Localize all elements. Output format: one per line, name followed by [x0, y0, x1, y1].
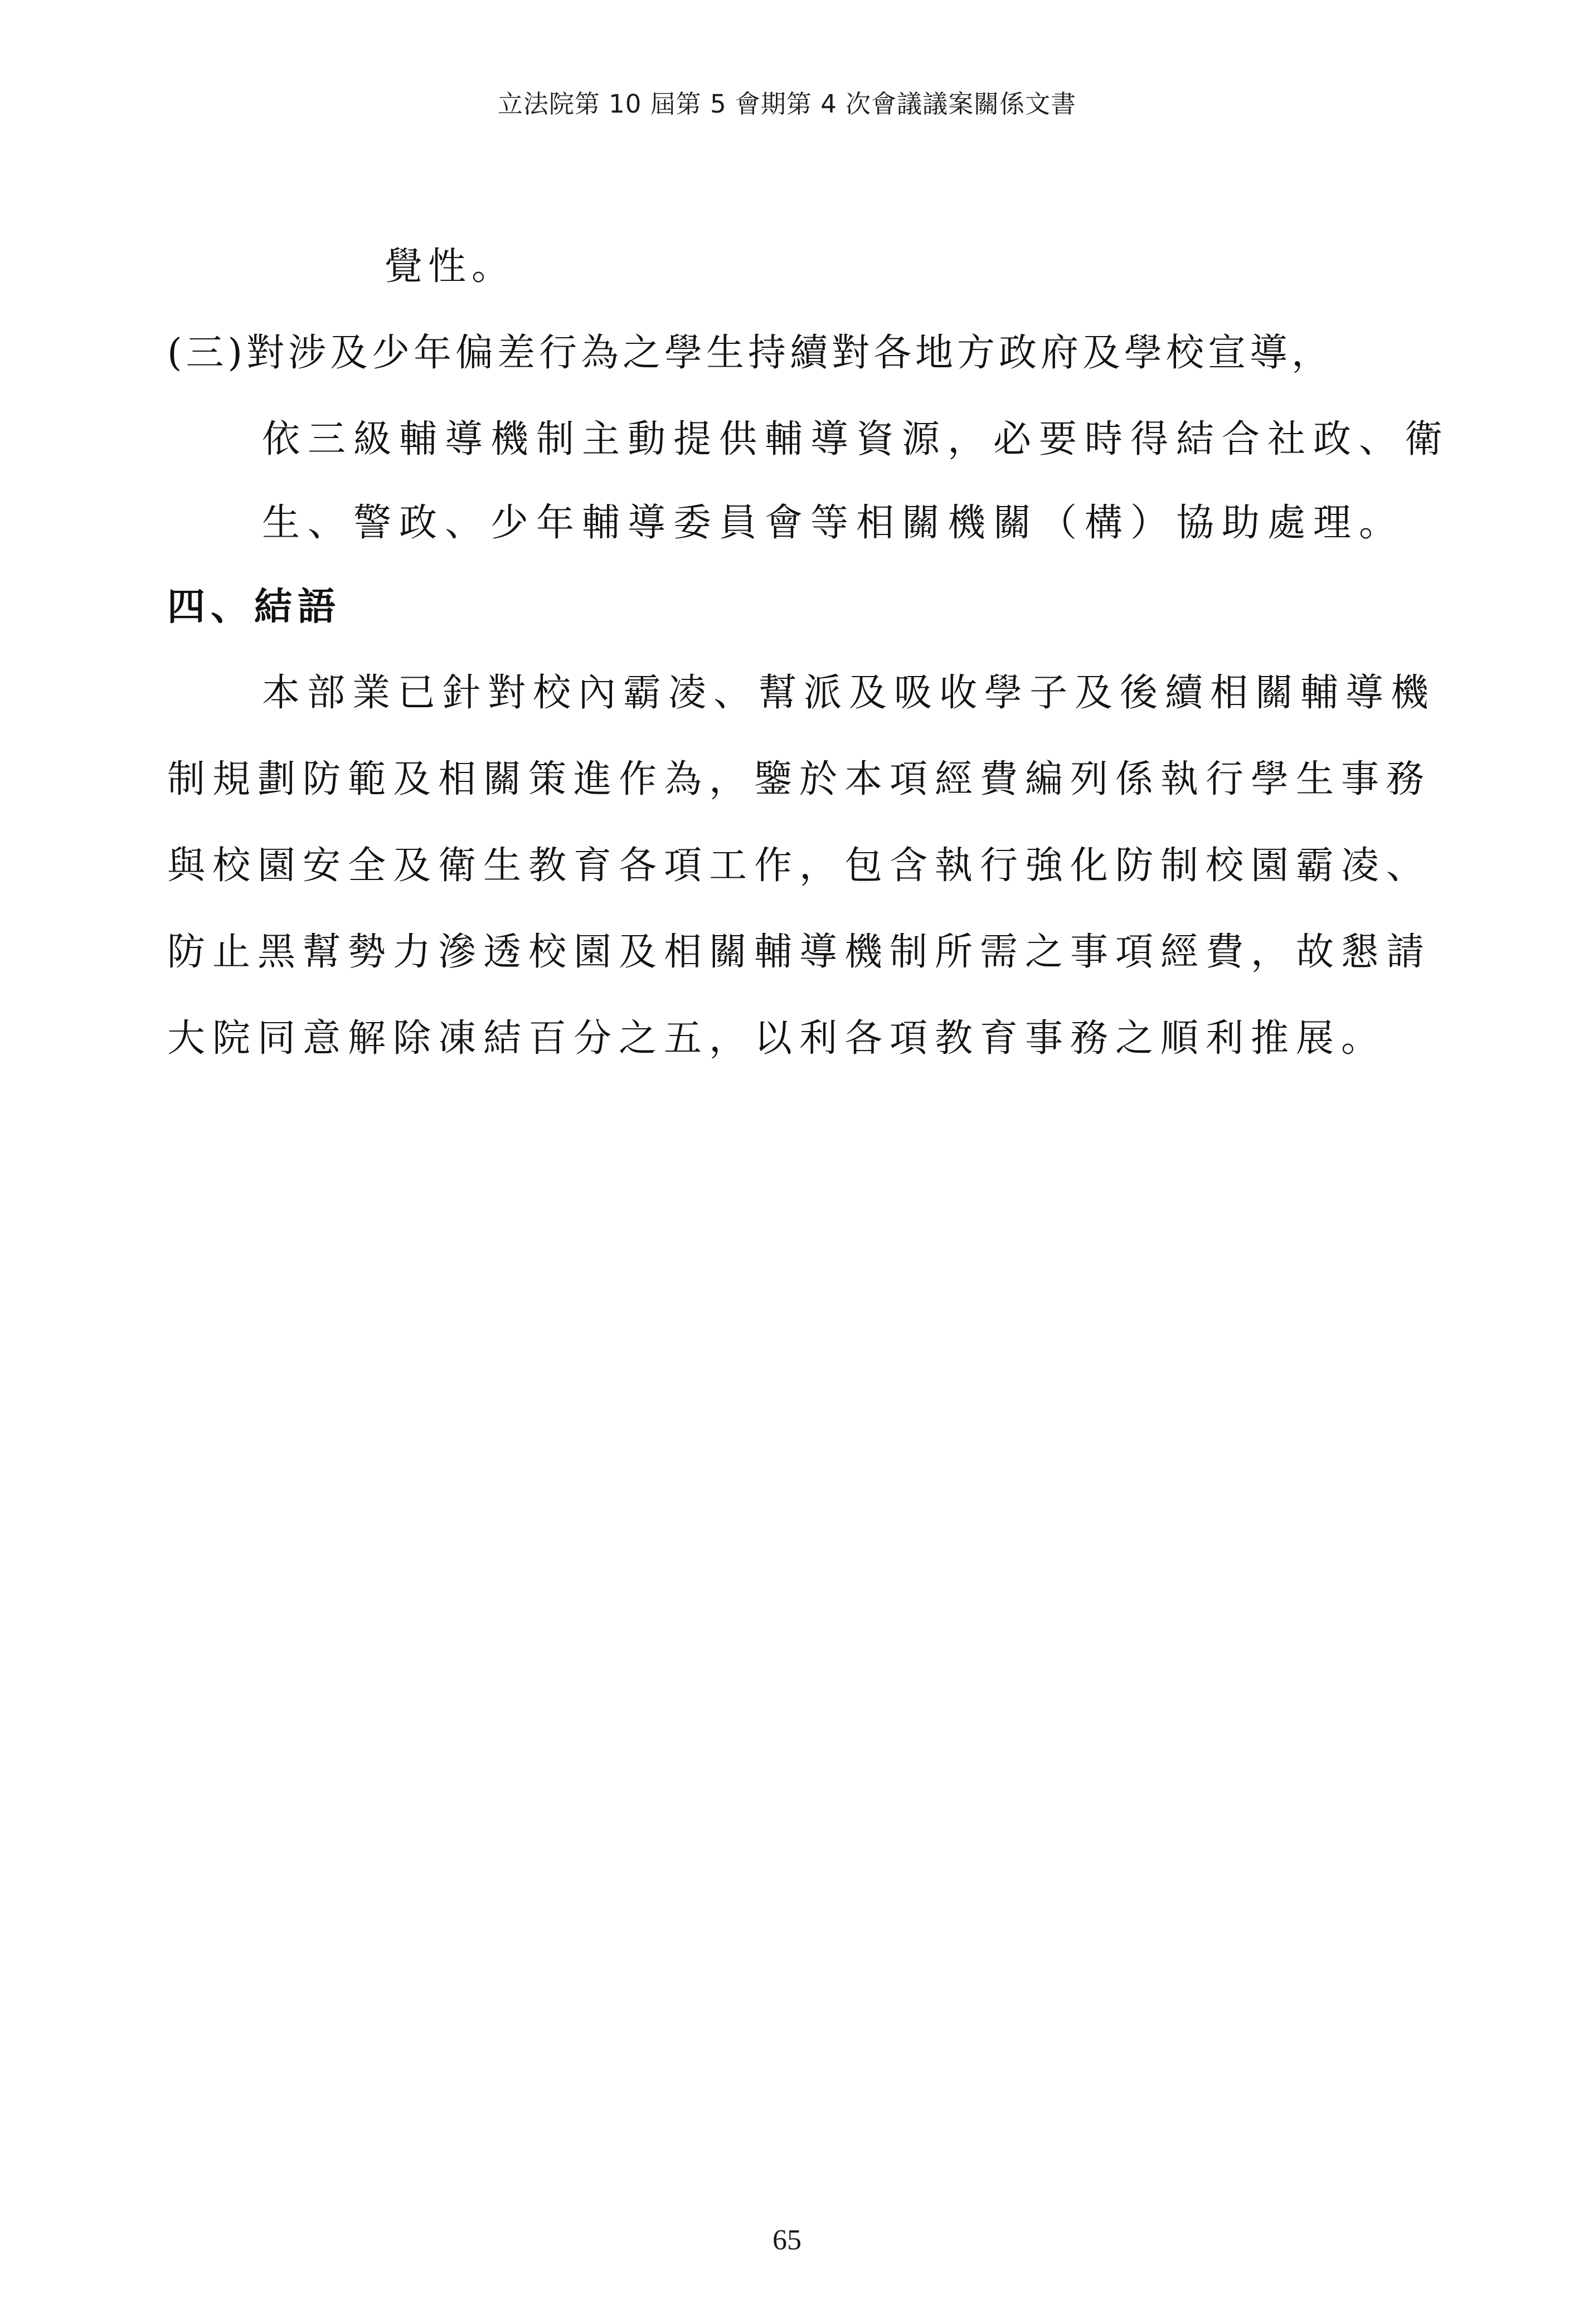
- body-line: 依三級輔導機制主動提供輔導資源，必要時得結合社政、衛: [262, 417, 1451, 461]
- body-line: 覺性。: [385, 245, 516, 289]
- conclusion-line: 本部業已針對校內霸凌、幫派及吸收學子及後續相關輔導機: [262, 671, 1436, 715]
- body-line: (三)對涉及少年偏差行為之學生持續對各地方政府及學校宣導，: [167, 331, 1334, 375]
- document-header: 立法院第 10 屆第 5 會期第 4 次會議議案關係文書: [497, 89, 1077, 119]
- conclusion-line: 與校園安全及衛生教育各項工作，包含執行強化防制校園霸凌、: [167, 844, 1432, 888]
- conclusion-line: 防止黑幫勢力滲透校園及相關輔導機制所需之事項經費，故懇請: [167, 930, 1432, 974]
- section-heading: 四、結語: [167, 585, 342, 629]
- body-line: 生、警政、少年輔導委員會等相關機關（構）協助處理。: [262, 501, 1405, 545]
- page-number: 65: [773, 2224, 801, 2256]
- conclusion-line: 制規劃防範及相關策進作為，鑒於本項經費編列係執行學生事務: [167, 757, 1432, 801]
- conclusion-line: 大院同意解除凍結百分之五，以利各項教育事務之順利推展。: [167, 1017, 1387, 1061]
